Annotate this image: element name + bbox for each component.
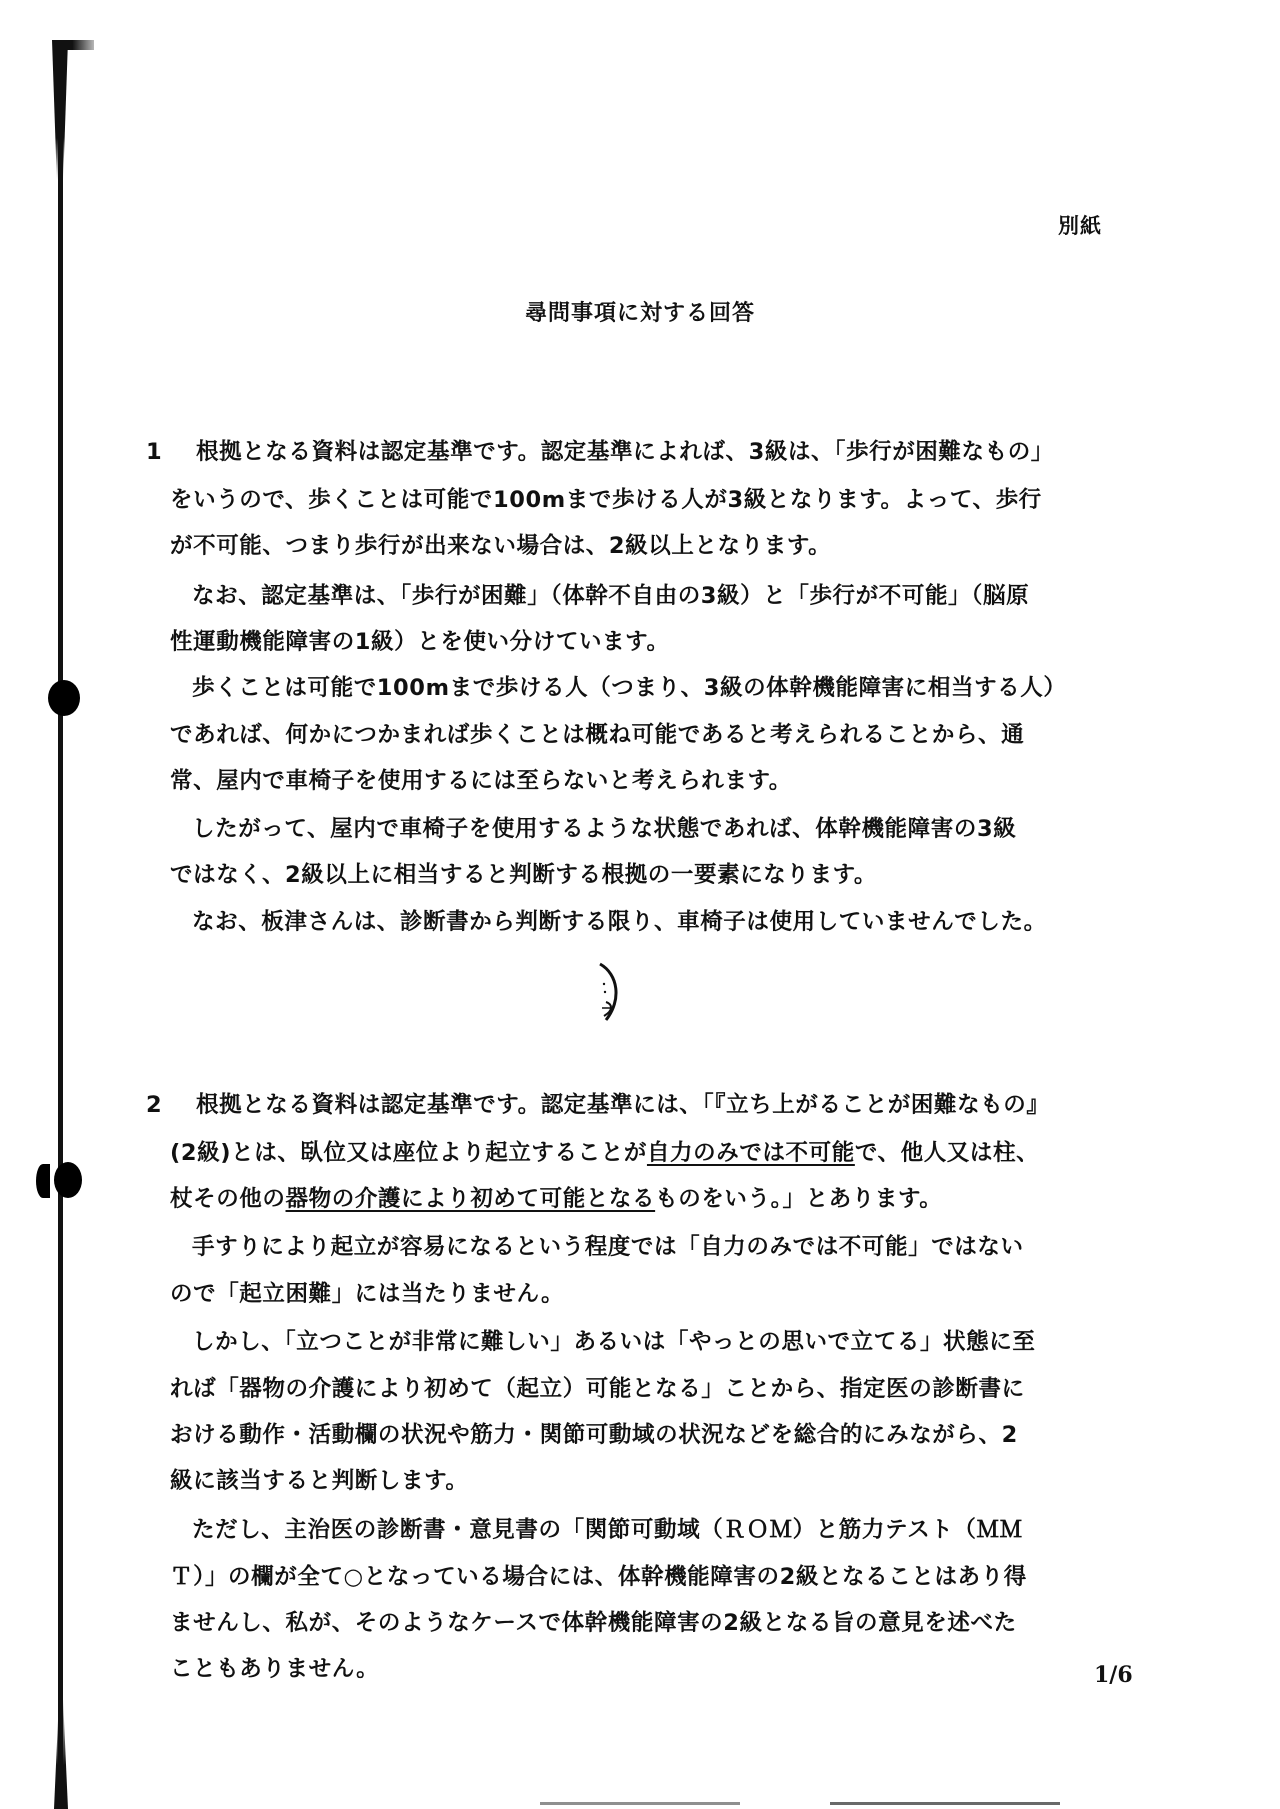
paragraph-line: しかし、「立つことが非常に難しい」あるいは「やっとの思いで立てる」状態に至: [192, 1329, 1036, 1355]
binding-edge-top-shadow: [52, 40, 68, 180]
paragraph-line: [170, 1139, 1039, 1167]
paragraph-line: ではなく、2級以上に相当すると判断する根拠の一要素になります。: [170, 862, 878, 888]
paragraph-line: であれば、何かにつかまれば歩くことは概ね可能であると考えられることから、通: [170, 722, 1025, 748]
underlined-text: 器物の介護により初めて可能となる: [285, 1186, 656, 1212]
page-number: 1/6: [1094, 1662, 1133, 1688]
paragraph-line: 常、屋内で車椅子を使用するには至らないと考えられます。: [170, 768, 792, 794]
paragraph-line: 歩くことは可能で100mまで歩ける人（つまり、3級の体幹機能障害に相当する人）: [192, 675, 1067, 701]
paragraph-line: こともありません。: [170, 1656, 380, 1682]
attachment-label: 別紙: [1058, 214, 1102, 238]
text-segment: で、他人又は柱、: [854, 1140, 1040, 1166]
punch-hole-bottom-left: [36, 1164, 50, 1198]
binding-edge-top-mark: [58, 40, 94, 50]
scan-artifact-line: [540, 1802, 740, 1805]
paragraph-line: なお、板津さんは、診断書から判断する限り、車椅子は使用していませんでした。: [192, 909, 1047, 935]
paragraph-line: 手すりにより起立が容易になるという程度では「自力のみでは不可能」ではない: [192, 1234, 1024, 1260]
text-segment: (2級)とは、臥位又は座位より起立することが: [170, 1140, 647, 1166]
paragraph-line: おける動作・活動欄の状況や筋力・関節可動域の状況などを総合的にみながら、2: [170, 1422, 1018, 1448]
text-segment: ものをいう。」とあります。: [655, 1186, 943, 1212]
paragraph-line: [170, 1185, 942, 1213]
paragraph-line: をいうので、歩くことは可能で100mまで歩ける人が3級となります。よって、歩行: [170, 487, 1042, 513]
paragraph-line: なお、認定基準は、「歩行が困難」（体幹不自由の3級）と「歩行が不可能」（脳原: [192, 583, 1030, 609]
paragraph-line: Ｔ）」の欄が全て○となっている場合には、体幹機能障害の2級となることはあり得: [170, 1564, 1027, 1590]
section-number: 2: [146, 1092, 162, 1118]
paragraph-line: れば「器物の介護により初めて（起立）可能となる」ことから、指定医の診断書に: [170, 1376, 1025, 1402]
paragraph-line: ただし、主治医の診断書・意見書の「関節可動域（ＲＯＭ）と筋力テスト（ＭＭ: [192, 1517, 1023, 1543]
section-number: 1: [146, 439, 162, 465]
paragraph-line: ませんし、私が、そのようなケースで体幹機能障害の2級となる旨の意見を述べた: [170, 1610, 1017, 1636]
paragraph-line: が不可能、つまり歩行が出来ない場合は、2級以上となります。: [170, 533, 832, 559]
document-title: 尋問事項に対する回答: [524, 301, 755, 326]
paragraph-line: 根拠となる資料は認定基準です。認定基準によれば、3級は、「歩行が困難なもの」: [196, 439, 1054, 465]
binding-edge-bottom-shadow: [54, 1700, 68, 1809]
paragraph-line: ので「起立困難」には当たりません。: [170, 1281, 565, 1307]
seal-stamp-mark: [592, 962, 628, 1024]
text-segment: 杖その他の: [170, 1186, 286, 1212]
paragraph-line: 根拠となる資料は認定基準です。認定基準には、「『立ち上がることが困難なもの』: [196, 1092, 1050, 1118]
punch-hole-bottom-right: [54, 1162, 82, 1198]
paragraph-line: 級に該当すると判断します。: [170, 1468, 469, 1494]
paragraph-line: 性運動機能障害の1級）とを使い分けています。: [170, 629, 670, 655]
punch-hole-top: [48, 680, 80, 716]
paragraph-line: したがって、屋内で車椅子を使用するような状態であれば、体幹機能障害の3級: [192, 816, 1017, 842]
scan-artifact-line: [830, 1802, 1060, 1805]
underlined-text: 自力のみでは不可能: [646, 1140, 855, 1166]
